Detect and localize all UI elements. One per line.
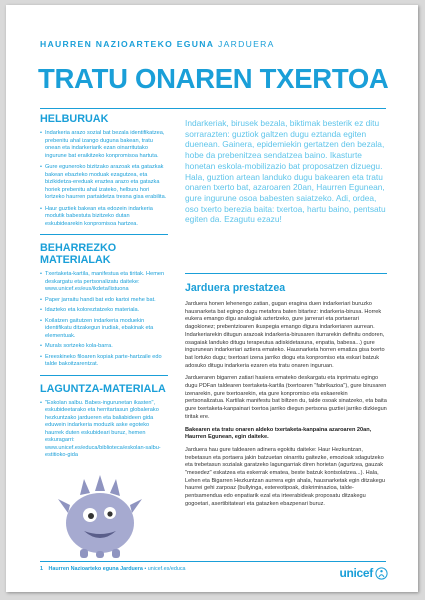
material-item: • Murals sortzeko kola-barra. [40,343,168,351]
activity-paragraph: Jarduera honen lehenengo zatian, gugan eragina duen indarkeriari buruzko hausnarketa bat egingo dugu metafora baten bitartez: indarkeria-birusa. Horrek eukera emango digu analogiak aztertzeko, gure jarrerari eta portaerari dagokionez; prebentzioaren ikuspegia emango digura indarkeriaren aurrean. Indarkeriarekin ditugun arazoak indarkeria-birusaren iturrarekin definitu ondoren, osagaiak landuko ditugu terapeutua adiskidetasuna, enpatia, babesa...) gure ingurunean indarkeriari aztiera emateko. Hausnarketa horren ematiza gisa txerto bat lortuko dugu; txertoari izena jarriko diogu eta konpromiso eta eskari batzuk adosuko ditugu indarkeria ezaren eta tratu onaren inguruan. [185,301,385,369]
material-item: • Paper jarraitu handi bat edo kartoi mehe bat. [40,297,168,305]
activity-paragraph: Jardueraren bigarren zatiari hasiera emateko deskargatu eta inprimatu egingo dugu PDFan taldearen txertaketa-kartila (txertoaren "fabrikazioa"), gure birusaren izenarekin, gure txertoarekin, eta gure konpromiso eta eskaerekin pertsonalizatua. Kartilak manifestu bat biltzen du, talde osoak sinatzeko, eta baita gure txertaketa-kanpainari txertoa jarriko diegun pertsona guztiei jarriko dizkiegun tiritak ere. [185,375,387,420]
material-item: • Koilatzen gaitutzen indarkeria moduekin identifikatu ditzakegun irudiak, ebakinak eta elementuak. [40,318,168,341]
resources-heading: LAGUNTZA-MATERIALA [40,382,166,395]
lead-paragraph: Indarkeriak, birusek bezala, biktimak besterik ez ditu sorrarazten: guztiok galtzen dugu eztanda egiten duenean. Gainera, epidemiekin gertatzen den bezala, hobe da prebenitzea sendatzea baino. Ikasturte honetan eskola-mobilizazio bat proposatzen dizuegu. Hala, guztion artean landuko dugu bakearen eta tratu onaren txerto bat, azaroaren 20an, Haurren Egunean, gure ingurune osoa babesten saiatzeko. Adi, ordea, oso txerto berezia baita: txertoa, hartu baino, pentsatu egiten da. Ezagutu ezazu! [185,118,386,225]
footer-divider [40,561,386,562]
goals-heading: HELBURUAK [40,113,109,125]
goals-list [40,130,168,228]
activity-paragraph: Jarduera hau gure taldearen adinera egokitu daiteke: Haur Hezkuntzan, trebetasun eta portaera jakin batzuetan oinarritu gaitezke, emozioak sdagutzeko eta trebetasun sozialak garatzeko lagungarriak diren horietan (agurtzea, gauzak "mesedez" eskatzea eta eskerrak ematea, beste batzuk kontsolatzea...). Hala, Lehen eta Bigarren Hezkuntzan aurrera egin ahala, hausnarketak egin ditzakegu haurrei gehi zarpoaz (bullyinga, estereotipoak, diskriminazioa, talde-pentsamendua edo enpatiarik ezal eta irteerabideak proposatu ditzakegu gogoetari, asertibitateari eta gatazken ebazpenari buruz. [185,446,385,507]
goal-item: • Gure eguneroko bizitzako arazoak eta gatazkak bakean ebazteko moduak ezagutzea, eta bizikidetza-ereduak eraztea arazo eta gatazka horiek prebenitu ahal izateko, helburu hori lortzeko haurren partaidetza tresna gisa erabilita. [40,164,168,202]
activity-heading: Jarduera prestatzea [185,282,286,294]
monster-pupil [107,511,112,516]
monster-pupil [88,513,94,519]
document-page [6,5,418,592]
kicker-type: JARDUERA [218,39,275,49]
sidebar-divider [40,234,168,235]
footer-title: Haurren Nazioarteko eguna Jarduera [48,566,143,572]
title-divider [40,108,386,109]
material-item: • Ereeskineko filoaren kopiak parte-hartzaile edo talde bakoitzarentzat. [40,354,168,369]
activity-section [185,282,387,514]
unicef-logo [339,566,388,580]
virus-monster-illustration [50,473,150,558]
goal-item: • Haur guztiek bakean eta edozein indarkeria modutik babestuta bizitzeko dutan eskubidearekin konpromisoa hartzea. [40,206,168,229]
material-item: • Txertaketa-kartila, manifestua eta tiritak. Hemen deskargatu eta pertsonalizatu daiteke: www.unicef.es/eus/ikdeta/listuona [40,271,168,294]
activity-callout: Bakearen eta tratu onaren aldeko txertaketa-kanpaina azaroaren 20an, Haurren Egunean, egin daiteke. [185,426,372,441]
sidebar [40,113,168,464]
logo-wordmark: unicef [339,566,373,580]
goal-item: • Indarkeria arazo sozial bat bezala identifikatzea, prebenitu ahal izango duguna bakean, tratu onean eta indarkeriarik ezan oinarritutako ingurune bat eraikitzeko konpromisoa hartuta. [40,130,168,160]
material-item: • Idazteko eta koloreztatzeko materiala. [40,307,168,315]
page-title: TRATU ONAREN TXERTOA [38,63,389,94]
page-number: 1 [40,566,43,572]
resource-item[interactable]: • "Eskolan salbu. Babes-ingurunetan ikasten", eskubideetarako eta herritartasun globalerako hezkuntzako jardueren eta baliabideen gida eduwein indarkeria moduzik aske egoteko haurrek duten eskubideari buruz, hemen eskuragarri: www.unicef.es/educa/biblioteca/eskolan-salbu-estitioko-gida [40,400,168,460]
kicker-event: HAURREN NAZIOARTEKO EGUNA [40,39,215,49]
sidebar-divider [40,375,168,376]
footer-url[interactable]: • unicef.es/educa [144,566,186,572]
materials-heading: BEHARREZKO MATERIALAK [40,242,117,266]
section-divider [185,273,387,274]
header-kicker [40,39,275,49]
unicef-emblem-icon [375,567,388,580]
monster-body [66,493,134,553]
resources-list [40,400,168,460]
materials-list [40,271,168,369]
page-footer [40,566,186,572]
